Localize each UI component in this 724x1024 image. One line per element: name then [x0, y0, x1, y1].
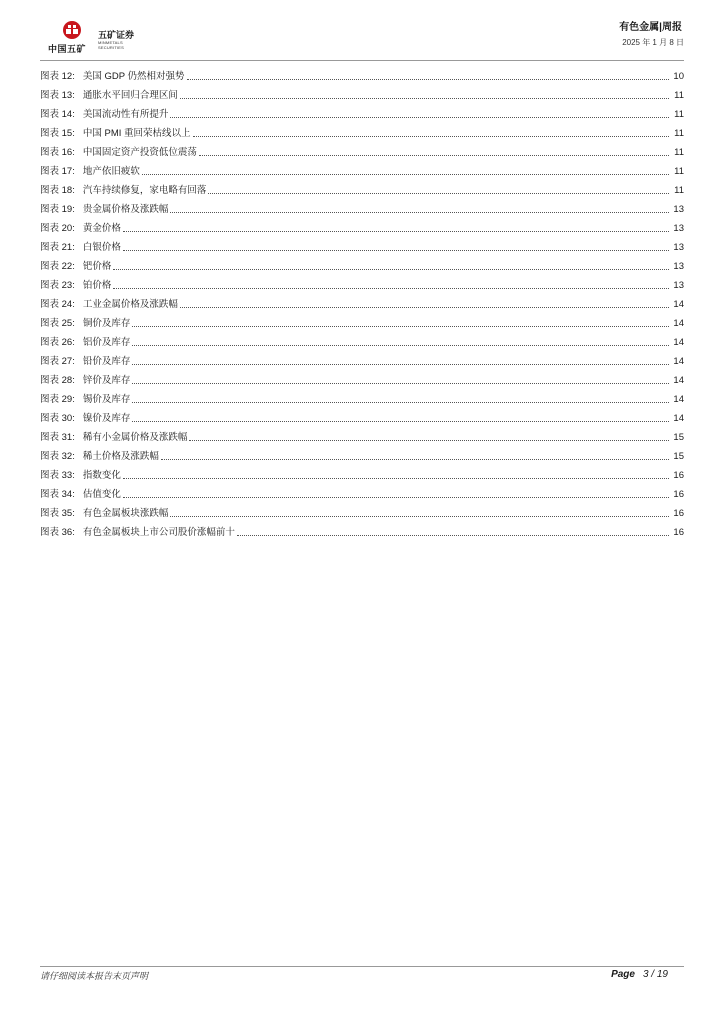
toc-entry-number: 图表 30:: [40, 413, 75, 424]
toc-entry-number: 图表 25:: [40, 318, 75, 329]
toc-entry-page: 11: [674, 166, 684, 177]
toc-entry-title: 指数变化: [82, 470, 121, 481]
toc-entry-number: 图表 29:: [40, 394, 75, 405]
toc-dot-leader: [170, 212, 669, 213]
toc-dot-leader: [142, 174, 669, 175]
toc-entry[interactable]: [40, 425, 684, 444]
toc-dot-leader: [123, 497, 669, 498]
toc-entry[interactable]: [40, 102, 684, 121]
toc-entry-title: 美国 GDP 仍然相对强势: [82, 71, 185, 82]
toc-entry-number: 图表 16:: [40, 147, 75, 158]
toc-entry[interactable]: [40, 311, 684, 330]
footer-divider: [40, 966, 684, 967]
toc-entry-number: 图表 31:: [40, 432, 75, 443]
report-title: 有色金属|周报: [619, 22, 682, 33]
toc-entry[interactable]: [40, 140, 684, 159]
toc-entry[interactable]: [40, 330, 684, 349]
toc-entry-page: 16: [673, 489, 684, 500]
toc-entry[interactable]: [40, 273, 684, 292]
toc-entry-number: 图表 28:: [40, 375, 75, 386]
toc-entry-number: 图表 23:: [40, 280, 75, 291]
toc-entry[interactable]: [40, 444, 684, 463]
toc-entry-page: 16: [673, 508, 684, 519]
toc-entry[interactable]: [40, 463, 684, 482]
toc-entry[interactable]: [40, 235, 684, 254]
company-logo: [40, 20, 150, 56]
toc-entry-page: 14: [673, 299, 684, 310]
toc-entry[interactable]: [40, 501, 684, 520]
toc-entry-title: 有色金属板块上市公司股价涨幅前十: [82, 527, 235, 538]
toc-entry-page: 14: [673, 413, 684, 424]
logo-group-name: 中国五矿: [48, 44, 87, 54]
toc-entry-title: 汽车持续修复，家电略有回落: [82, 185, 207, 196]
toc-entry-title: 黄金价格: [82, 223, 121, 234]
toc-entry-number: 图表 14:: [40, 109, 75, 120]
toc-entry[interactable]: [40, 197, 684, 216]
toc-dot-leader: [189, 440, 669, 441]
toc-entry-page: 11: [674, 90, 684, 101]
toc-entry-number: 图表 18:: [40, 185, 75, 196]
toc-dot-leader: [132, 383, 669, 384]
toc-entry-page: 11: [674, 128, 684, 139]
toc-entry-number: 图表 35:: [40, 508, 75, 519]
toc-dot-leader: [113, 288, 669, 289]
toc-entry-title: 中国 PMI 重回荣枯线以上: [82, 128, 191, 139]
toc-dot-leader: [199, 155, 669, 156]
toc-entry[interactable]: [40, 83, 684, 102]
toc-entry-number: 图表 20:: [40, 223, 75, 234]
toc-entry-title: 工业金属价格及涨跌幅: [82, 299, 178, 310]
toc-entry-title: 中国固定资产投资低位震荡: [82, 147, 197, 158]
table-of-figures: [40, 64, 684, 539]
toc-entry-page: 14: [673, 337, 684, 348]
header-divider: [40, 60, 684, 61]
toc-entry-page: 16: [673, 470, 684, 481]
toc-dot-leader: [180, 98, 669, 99]
toc-entry[interactable]: [40, 482, 684, 501]
toc-dot-leader: [161, 459, 669, 460]
toc-dot-leader: [123, 478, 669, 479]
toc-entry-page: 11: [674, 109, 684, 120]
toc-entry-page: 16: [673, 527, 684, 538]
toc-entry-title: 锡价及库存: [82, 394, 131, 405]
page-header: [0, 0, 724, 60]
toc-entry-title: 铂价格: [82, 280, 112, 291]
toc-entry-page: 11: [674, 147, 684, 158]
toc-entry-title: 铝价及库存: [82, 337, 131, 348]
footer-disclaimer: 请仔细阅读本报告末页声明: [40, 971, 149, 981]
toc-entry[interactable]: [40, 292, 684, 311]
toc-entry-title: 铜价及库存: [82, 318, 131, 329]
toc-entry-number: 图表 24:: [40, 299, 75, 310]
toc-dot-leader: [208, 193, 669, 194]
toc-entry-title: 锌价及库存: [82, 375, 131, 386]
toc-dot-leader: [132, 421, 669, 422]
toc-entry-title: 稀土价格及涨跌幅: [82, 451, 159, 462]
toc-dot-leader: [132, 326, 669, 327]
toc-dot-leader: [170, 516, 669, 517]
toc-entry[interactable]: [40, 64, 684, 83]
toc-entry-number: 图表 19:: [40, 204, 75, 215]
toc-entry-number: 图表 32:: [40, 451, 75, 462]
page-number: [611, 969, 668, 980]
toc-entry-page: 13: [673, 280, 684, 291]
toc-entry-number: 图表 12:: [40, 71, 75, 82]
toc-entry-title: 铅价及库存: [82, 356, 131, 367]
toc-dot-leader: [193, 136, 669, 137]
toc-entry-number: 图表 33:: [40, 470, 75, 481]
minmetals-emblem-icon: [62, 20, 82, 40]
toc-entry-title: 地产依旧疲软: [82, 166, 140, 177]
toc-entry-title: 贵金属价格及涨跌幅: [82, 204, 169, 215]
report-date: 2025 年 1 月 8 日: [622, 38, 684, 47]
page-label: Page: [611, 969, 635, 980]
toc-entry-page: 13: [673, 242, 684, 253]
toc-entry-title: 有色金属板块涨跌幅: [82, 508, 169, 519]
toc-entry-page: 14: [673, 375, 684, 386]
toc-entry[interactable]: [40, 159, 684, 178]
toc-entry-number: 图表 34:: [40, 489, 75, 500]
toc-dot-leader: [237, 535, 669, 536]
toc-entry[interactable]: [40, 178, 684, 197]
toc-entry[interactable]: [40, 368, 684, 387]
toc-entry-title: 估值变化: [82, 489, 121, 500]
toc-entry-page: 10: [673, 71, 684, 82]
toc-entry-page: 14: [673, 318, 684, 329]
toc-entry-page: 13: [673, 261, 684, 272]
logo-securities-name: 五矿证券: [98, 30, 135, 40]
toc-dot-leader: [123, 231, 669, 232]
toc-entry-page: 14: [673, 356, 684, 367]
logo-securities-english: MINMETALS SECURITIES: [98, 40, 125, 50]
toc-entry-title: 美国流动性有所提升: [82, 109, 169, 120]
toc-entry-title: 镍价及库存: [82, 413, 131, 424]
toc-dot-leader: [132, 402, 669, 403]
toc-entry-number: 图表 36:: [40, 527, 75, 538]
toc-entry-number: 图表 17:: [40, 166, 75, 177]
toc-dot-leader: [170, 117, 669, 118]
page-value: 3 / 19: [642, 969, 668, 980]
toc-entry[interactable]: [40, 121, 684, 140]
toc-dot-leader: [187, 79, 669, 80]
toc-entry-number: 图表 21:: [40, 242, 75, 253]
toc-entry[interactable]: [40, 349, 684, 368]
toc-dot-leader: [123, 250, 669, 251]
toc-entry-number: 图表 15:: [40, 128, 75, 139]
toc-entry-number: 图表 26:: [40, 337, 75, 348]
toc-entry-title: 通胀水平回归合理区间: [82, 90, 178, 101]
toc-entry[interactable]: [40, 387, 684, 406]
toc-entry-number: 图表 13:: [40, 90, 75, 101]
toc-dot-leader: [113, 269, 669, 270]
toc-entry-page: 13: [673, 223, 684, 234]
toc-entry-page: 15: [673, 451, 684, 462]
toc-entry-page: 14: [673, 394, 684, 405]
toc-dot-leader: [132, 364, 669, 365]
toc-entry[interactable]: [40, 254, 684, 273]
toc-entry-page: 13: [673, 204, 684, 215]
toc-entry-page: 11: [674, 185, 684, 196]
toc-dot-leader: [180, 307, 669, 308]
toc-entry-number: 图表 27:: [40, 356, 75, 367]
toc-dot-leader: [132, 345, 669, 346]
toc-entry-title: 稀有小金属价格及涨跌幅: [82, 432, 188, 443]
toc-entry[interactable]: [40, 216, 684, 235]
toc-entry[interactable]: [40, 406, 684, 425]
toc-entry-page: 15: [673, 432, 684, 443]
toc-entry-title: 白银价格: [82, 242, 121, 253]
toc-entry-number: 图表 22:: [40, 261, 75, 272]
toc-entry-title: 钯价格: [82, 261, 112, 272]
toc-entry[interactable]: [40, 520, 684, 539]
